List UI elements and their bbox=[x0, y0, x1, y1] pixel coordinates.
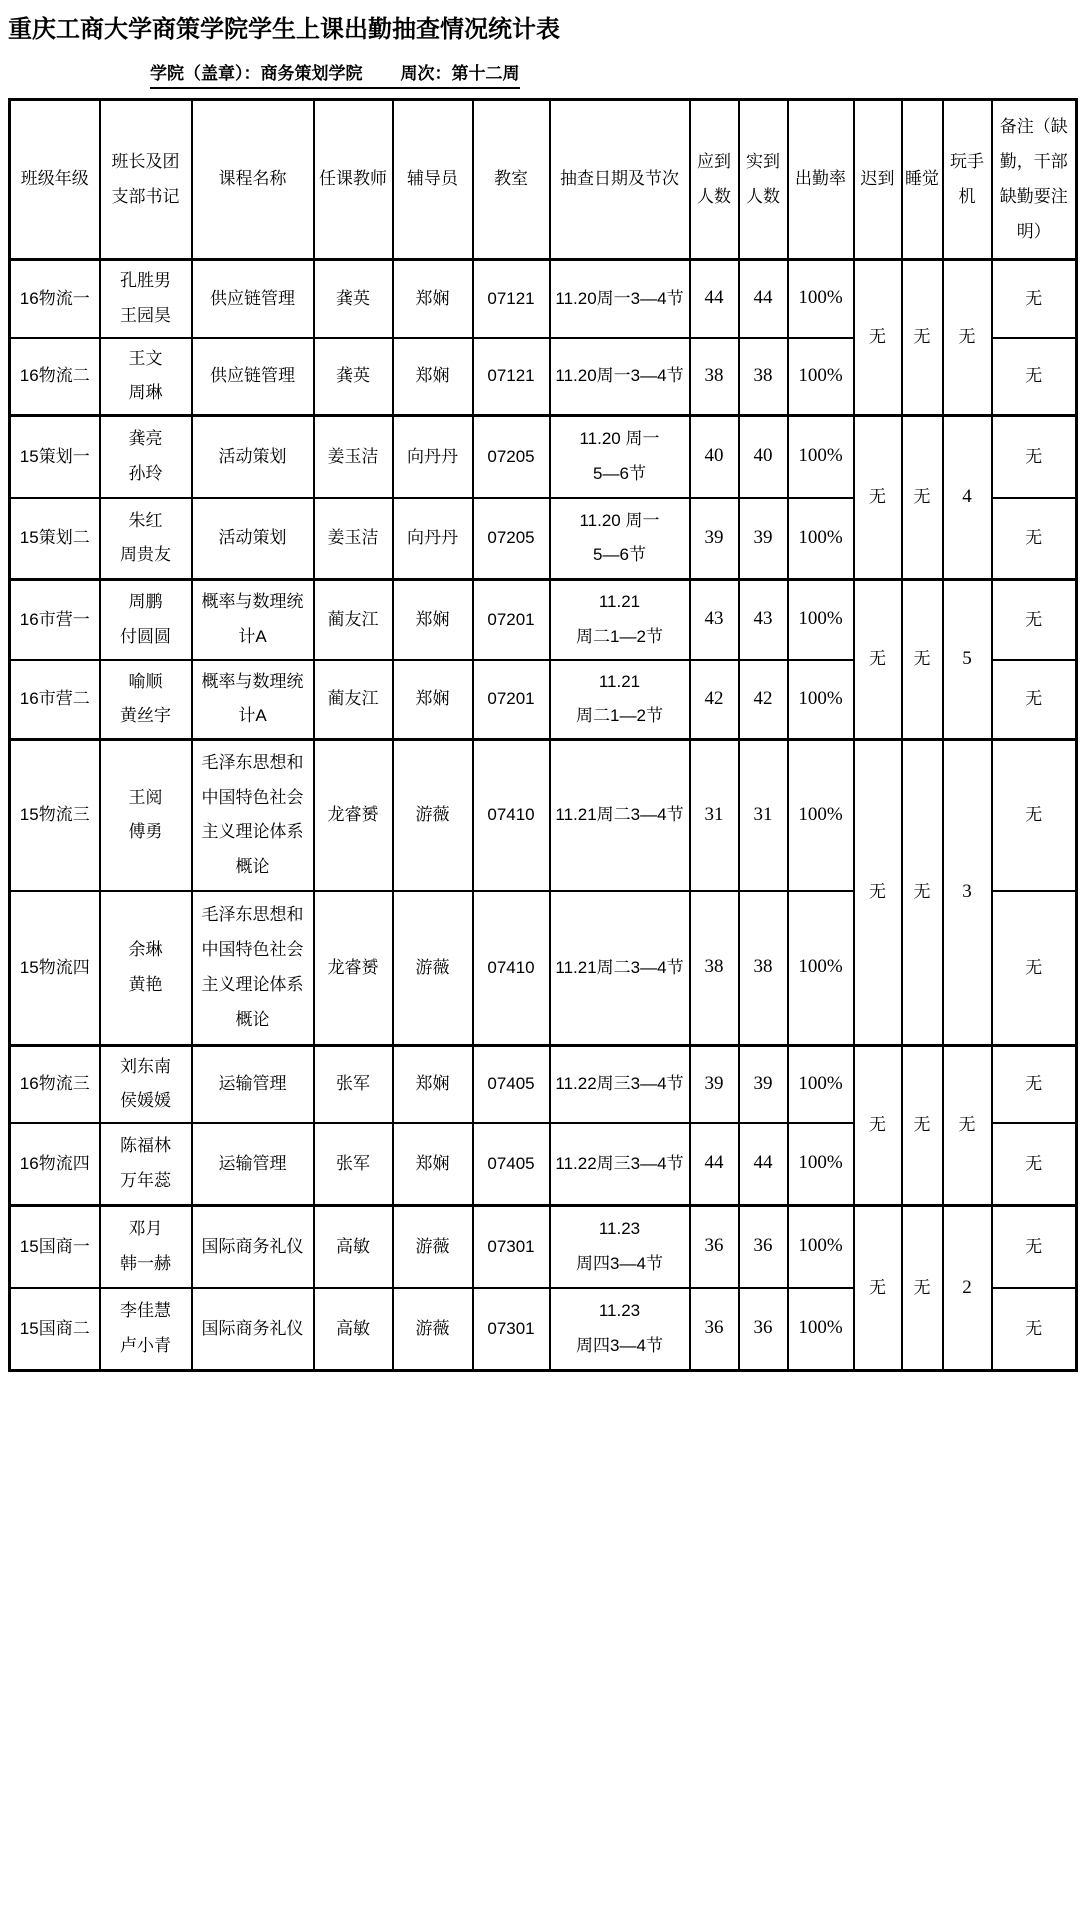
cell-expected: 39 bbox=[690, 498, 739, 580]
cell-sleep: 无 bbox=[902, 1046, 943, 1206]
cell-line: 傅勇 bbox=[128, 822, 163, 842]
cell-room: 07121 bbox=[473, 260, 550, 338]
cell-course bbox=[192, 1123, 314, 1206]
cell-date bbox=[550, 498, 690, 580]
cell-counselor: 郑娴 bbox=[393, 1123, 473, 1206]
college-label: 学院（盖章）：商务策划学院 bbox=[150, 64, 363, 84]
cell-room: 07410 bbox=[473, 891, 550, 1046]
cell-line: 11.20 周一 bbox=[579, 510, 660, 530]
cell-class: 16物流四 bbox=[10, 1123, 100, 1206]
cell-phone: 3 bbox=[943, 740, 992, 1046]
cell-line: 活动策划 bbox=[218, 528, 287, 548]
cell-teacher: 张军 bbox=[314, 1123, 393, 1206]
cell-line: 概率与数理统 bbox=[201, 592, 304, 612]
cell-class: 15国商一 bbox=[10, 1206, 100, 1288]
cell-monitors bbox=[100, 1123, 192, 1206]
cell-line: 11.21周二3—4节 bbox=[555, 957, 684, 977]
cell-late: 无 bbox=[854, 580, 902, 740]
header-actual bbox=[739, 100, 788, 260]
cell-date bbox=[550, 580, 690, 660]
cell-class: 16物流二 bbox=[10, 338, 100, 416]
cell-teacher: 高敏 bbox=[314, 1288, 393, 1371]
cell-line: 实到 bbox=[746, 151, 780, 171]
cell-teacher: 蔺友江 bbox=[314, 580, 393, 660]
cell-line: 概率与数理统 bbox=[201, 671, 304, 691]
cell-expected: 44 bbox=[690, 1123, 739, 1206]
cell-line: 计A bbox=[238, 626, 267, 646]
cell-line: 11.23 bbox=[598, 1219, 641, 1239]
cell-line: 孔胜男 bbox=[120, 271, 171, 291]
header-date bbox=[550, 100, 690, 260]
cell-line: 支部书记 bbox=[111, 186, 180, 206]
cell-teacher: 蔺友江 bbox=[314, 660, 393, 740]
cell-expected: 31 bbox=[690, 740, 739, 891]
cell-class: 16物流一 bbox=[10, 260, 100, 338]
cell-rate: 100% bbox=[788, 580, 854, 660]
cell-line: 抽查日期及节次 bbox=[560, 169, 679, 189]
cell-actual: 43 bbox=[739, 580, 788, 660]
cell-teacher: 张军 bbox=[314, 1046, 393, 1123]
cell-line: 备注（缺 bbox=[999, 117, 1068, 136]
cell-actual: 39 bbox=[739, 498, 788, 580]
cell-room: 07301 bbox=[473, 1206, 550, 1288]
cell-class: 16市营一 bbox=[10, 580, 100, 660]
cell-teacher: 龚英 bbox=[314, 260, 393, 338]
cell-remark: 无 bbox=[992, 338, 1077, 416]
cell-remark: 无 bbox=[992, 416, 1077, 498]
cell-line: 周二1—2节 bbox=[576, 626, 663, 646]
cell-line: 付圆圆 bbox=[120, 626, 171, 646]
cell-class: 15策划一 bbox=[10, 416, 100, 498]
cell-expected: 39 bbox=[690, 1046, 739, 1123]
cell-sleep: 无 bbox=[902, 1206, 943, 1371]
cell-line: 班长及团 bbox=[111, 151, 180, 171]
cell-line: 勤，干部 bbox=[999, 151, 1068, 171]
cell-date bbox=[550, 1046, 690, 1123]
cell-course bbox=[192, 891, 314, 1046]
table-row bbox=[10, 1206, 1077, 1288]
cell-line: 11.22周三3—4节 bbox=[555, 1153, 684, 1173]
cell-room: 07205 bbox=[473, 498, 550, 580]
cell-line: 供应链管理 bbox=[210, 366, 295, 386]
cell-rate: 100% bbox=[788, 1288, 854, 1371]
cell-line: 辅导员 bbox=[407, 169, 458, 189]
cell-line: 喻顺 bbox=[128, 671, 163, 691]
cell-expected: 44 bbox=[690, 260, 739, 338]
cell-date bbox=[550, 338, 690, 416]
cell-line: 王阅 bbox=[128, 787, 163, 807]
cell-line: 毛泽东思想和 bbox=[201, 752, 304, 772]
cell-line: 黄丝宇 bbox=[120, 706, 171, 726]
cell-expected: 42 bbox=[690, 660, 739, 740]
cell-remark: 无 bbox=[992, 740, 1077, 891]
cell-line: 11.20 周一 bbox=[579, 429, 660, 449]
cell-room: 07201 bbox=[473, 660, 550, 740]
cell-actual: 44 bbox=[739, 260, 788, 338]
cell-room: 07301 bbox=[473, 1288, 550, 1371]
cell-class: 15物流四 bbox=[10, 891, 100, 1046]
cell-line: 玩手 bbox=[950, 151, 984, 171]
cell-line: 教室 bbox=[494, 169, 528, 189]
cell-line: 活动策划 bbox=[218, 446, 287, 466]
cell-remark: 无 bbox=[992, 580, 1077, 660]
cell-line: 概论 bbox=[235, 857, 270, 877]
cell-counselor: 游薇 bbox=[393, 1288, 473, 1371]
cell-line: 孙玲 bbox=[128, 463, 163, 483]
cell-line: 黄艳 bbox=[128, 974, 163, 994]
cell-counselor: 游薇 bbox=[393, 740, 473, 891]
cell-late: 无 bbox=[854, 1206, 902, 1371]
page-title: 重庆工商大学商策学院学生上课出勤抽查情况统计表 bbox=[8, 16, 560, 43]
cell-actual: 42 bbox=[739, 660, 788, 740]
cell-counselor: 游薇 bbox=[393, 891, 473, 1046]
cell-teacher: 龙睿赟 bbox=[314, 740, 393, 891]
cell-rate: 100% bbox=[788, 1206, 854, 1288]
cell-course bbox=[192, 740, 314, 891]
cell-counselor: 郑娴 bbox=[393, 338, 473, 416]
cell-course bbox=[192, 1288, 314, 1371]
cell-line: 主义理论体系 bbox=[201, 822, 304, 842]
cell-phone: 无 bbox=[943, 1046, 992, 1206]
cell-line: 11.21 bbox=[598, 592, 641, 612]
week-label: 周次：第十二周 bbox=[400, 64, 520, 84]
cell-line: 迟到 bbox=[860, 169, 895, 189]
header-monitors bbox=[100, 100, 192, 260]
cell-monitors bbox=[100, 1288, 192, 1371]
cell-line: 班级年级 bbox=[20, 169, 89, 189]
cell-room: 07205 bbox=[473, 416, 550, 498]
cell-teacher: 姜玉洁 bbox=[314, 416, 393, 498]
cell-late: 无 bbox=[854, 1046, 902, 1206]
cell-course bbox=[192, 660, 314, 740]
cell-monitors bbox=[100, 580, 192, 660]
cell-phone: 5 bbox=[943, 580, 992, 740]
cell-teacher: 高敏 bbox=[314, 1206, 393, 1288]
cell-line: 睡觉 bbox=[905, 169, 939, 189]
cell-actual: 44 bbox=[739, 1123, 788, 1206]
cell-line: 课程名称 bbox=[218, 169, 287, 189]
cell-line: 王文 bbox=[128, 348, 163, 368]
cell-line: 李佳慧 bbox=[120, 1301, 171, 1321]
cell-line: 运输管理 bbox=[218, 1153, 287, 1173]
cell-remark: 无 bbox=[992, 660, 1077, 740]
table-row bbox=[10, 1046, 1077, 1123]
cell-course bbox=[192, 260, 314, 338]
cell-room: 07405 bbox=[473, 1046, 550, 1123]
attendance-table bbox=[8, 98, 1078, 1372]
cell-line: 王园昊 bbox=[120, 305, 171, 325]
cell-line: 韩一赫 bbox=[120, 1253, 171, 1273]
cell-line: 邓月 bbox=[128, 1219, 163, 1239]
cell-monitors bbox=[100, 260, 192, 338]
cell-date bbox=[550, 416, 690, 498]
cell-line: 陈福林 bbox=[120, 1136, 171, 1156]
cell-line: 周四3—4节 bbox=[576, 1335, 663, 1355]
cell-line: 11.21周二3—4节 bbox=[555, 805, 684, 825]
cell-line: 周琳 bbox=[128, 383, 163, 403]
cell-line: 11.22周三3—4节 bbox=[555, 1074, 684, 1094]
cell-phone: 2 bbox=[943, 1206, 992, 1371]
cell-class: 16市营二 bbox=[10, 660, 100, 740]
cell-monitors bbox=[100, 740, 192, 891]
cell-line: 人数 bbox=[746, 186, 780, 206]
cell-counselor: 向丹丹 bbox=[393, 498, 473, 580]
cell-expected: 36 bbox=[690, 1288, 739, 1371]
cell-date bbox=[550, 740, 690, 891]
cell-late: 无 bbox=[854, 416, 902, 580]
cell-line: 人数 bbox=[697, 186, 731, 206]
cell-counselor: 郑娴 bbox=[393, 660, 473, 740]
cell-line: 概论 bbox=[235, 1009, 270, 1029]
cell-expected: 40 bbox=[690, 416, 739, 498]
cell-date bbox=[550, 260, 690, 338]
subtitle-row bbox=[150, 59, 1080, 89]
cell-remark: 无 bbox=[992, 891, 1077, 1046]
cell-line: 刘东南 bbox=[120, 1056, 171, 1076]
cell-class: 15国商二 bbox=[10, 1288, 100, 1371]
cell-teacher: 龚英 bbox=[314, 338, 393, 416]
table-row bbox=[10, 416, 1077, 498]
cell-counselor: 郑娴 bbox=[393, 580, 473, 660]
cell-rate: 100% bbox=[788, 740, 854, 891]
cell-date bbox=[550, 1123, 690, 1206]
header-remark bbox=[992, 100, 1077, 260]
cell-rate: 100% bbox=[788, 1046, 854, 1123]
cell-line: 出勤率 bbox=[795, 169, 846, 189]
cell-line: 11.21 bbox=[598, 671, 641, 691]
cell-line: 国际商务礼仪 bbox=[201, 1236, 304, 1256]
cell-monitors bbox=[100, 1206, 192, 1288]
cell-course bbox=[192, 580, 314, 660]
header-counselor bbox=[393, 100, 473, 260]
cell-counselor: 向丹丹 bbox=[393, 416, 473, 498]
cell-monitors bbox=[100, 498, 192, 580]
cell-class: 15物流三 bbox=[10, 740, 100, 891]
cell-rate: 100% bbox=[788, 416, 854, 498]
cell-actual: 36 bbox=[739, 1206, 788, 1288]
cell-line: 龚亮 bbox=[128, 429, 163, 449]
cell-line: 任课教师 bbox=[319, 169, 387, 189]
subtitle-underline bbox=[150, 59, 520, 89]
cell-line: 应到 bbox=[697, 151, 731, 171]
cell-rate: 100% bbox=[788, 1123, 854, 1206]
header-class bbox=[10, 100, 100, 260]
cell-rate: 100% bbox=[788, 891, 854, 1046]
cell-late: 无 bbox=[854, 260, 902, 416]
cell-class: 15策划二 bbox=[10, 498, 100, 580]
cell-line: 周鹏 bbox=[128, 592, 163, 612]
cell-date bbox=[550, 660, 690, 740]
cell-line: 11.20周一3—4节 bbox=[555, 366, 684, 386]
cell-rate: 100% bbox=[788, 338, 854, 416]
cell-phone: 无 bbox=[943, 260, 992, 416]
cell-room: 07410 bbox=[473, 740, 550, 891]
cell-room: 07121 bbox=[473, 338, 550, 416]
cell-rate: 100% bbox=[788, 498, 854, 580]
cell-course bbox=[192, 338, 314, 416]
cell-line: 5—6节 bbox=[593, 463, 646, 483]
header-rate bbox=[788, 100, 854, 260]
cell-sleep: 无 bbox=[902, 260, 943, 416]
header-row bbox=[10, 100, 1077, 260]
cell-actual: 38 bbox=[739, 338, 788, 416]
cell-line: 5—6节 bbox=[593, 545, 646, 565]
cell-line: 主义理论体系 bbox=[201, 974, 304, 994]
cell-line: 余琳 bbox=[128, 940, 163, 960]
cell-remark: 无 bbox=[992, 498, 1077, 580]
cell-line: 供应链管理 bbox=[210, 288, 295, 308]
table-row bbox=[10, 260, 1077, 338]
cell-line: 运输管理 bbox=[218, 1074, 287, 1094]
cell-course bbox=[192, 1046, 314, 1123]
cell-monitors bbox=[100, 416, 192, 498]
cell-teacher: 龙睿赟 bbox=[314, 891, 393, 1046]
cell-line: 周四3—4节 bbox=[576, 1253, 663, 1273]
cell-monitors bbox=[100, 891, 192, 1046]
cell-sleep: 无 bbox=[902, 740, 943, 1046]
cell-sleep: 无 bbox=[902, 580, 943, 740]
cell-remark: 无 bbox=[992, 1206, 1077, 1288]
cell-date bbox=[550, 891, 690, 1046]
cell-monitors bbox=[100, 338, 192, 416]
cell-line: 计A bbox=[238, 706, 267, 726]
cell-remark: 无 bbox=[992, 260, 1077, 338]
cell-course bbox=[192, 1206, 314, 1288]
cell-line: 卢小青 bbox=[120, 1335, 171, 1355]
cell-room: 07201 bbox=[473, 580, 550, 660]
cell-line: 毛泽东思想和 bbox=[201, 905, 304, 925]
cell-course bbox=[192, 416, 314, 498]
cell-line: 侯媛媛 bbox=[120, 1091, 171, 1111]
cell-actual: 38 bbox=[739, 891, 788, 1046]
cell-line: 国际商务礼仪 bbox=[201, 1318, 304, 1338]
cell-counselor: 郑娴 bbox=[393, 1046, 473, 1123]
cell-phone: 4 bbox=[943, 416, 992, 580]
cell-course bbox=[192, 498, 314, 580]
cell-remark: 无 bbox=[992, 1123, 1077, 1206]
cell-actual: 39 bbox=[739, 1046, 788, 1123]
cell-line: 明） bbox=[1016, 221, 1051, 241]
cell-expected: 36 bbox=[690, 1206, 739, 1288]
cell-line: 缺勤要注 bbox=[999, 186, 1068, 206]
cell-line: 周贵友 bbox=[120, 545, 171, 565]
cell-monitors bbox=[100, 1046, 192, 1123]
cell-counselor: 游薇 bbox=[393, 1206, 473, 1288]
cell-teacher: 姜玉洁 bbox=[314, 498, 393, 580]
cell-expected: 43 bbox=[690, 580, 739, 660]
header-course bbox=[192, 100, 314, 260]
cell-remark: 无 bbox=[992, 1046, 1077, 1123]
cell-line: 11.23 bbox=[598, 1301, 641, 1321]
cell-line: 中国特色社会 bbox=[201, 787, 304, 807]
cell-line: 万年蕊 bbox=[120, 1170, 171, 1190]
cell-actual: 40 bbox=[739, 416, 788, 498]
table-row bbox=[10, 740, 1077, 891]
cell-room: 07405 bbox=[473, 1123, 550, 1206]
header-late bbox=[854, 100, 902, 260]
header-room bbox=[473, 100, 550, 260]
cell-line: 机 bbox=[958, 186, 976, 206]
header-expected bbox=[690, 100, 739, 260]
cell-rate: 100% bbox=[788, 660, 854, 740]
table-row bbox=[10, 580, 1077, 660]
cell-expected: 38 bbox=[690, 891, 739, 1046]
cell-rate: 100% bbox=[788, 260, 854, 338]
cell-actual: 36 bbox=[739, 1288, 788, 1371]
cell-late: 无 bbox=[854, 740, 902, 1046]
header-teacher bbox=[314, 100, 393, 260]
cell-expected: 38 bbox=[690, 338, 739, 416]
header-phone bbox=[943, 100, 992, 260]
cell-date bbox=[550, 1288, 690, 1371]
cell-class: 16物流三 bbox=[10, 1046, 100, 1123]
cell-line: 11.20周一3—4节 bbox=[555, 288, 684, 308]
cell-line: 朱红 bbox=[128, 510, 163, 530]
cell-counselor: 郑娴 bbox=[393, 260, 473, 338]
cell-sleep: 无 bbox=[902, 416, 943, 580]
cell-line: 周二1—2节 bbox=[576, 706, 663, 726]
cell-line: 中国特色社会 bbox=[201, 940, 304, 960]
header-sleep bbox=[902, 100, 943, 260]
cell-date bbox=[550, 1206, 690, 1288]
cell-remark: 无 bbox=[992, 1288, 1077, 1371]
cell-actual: 31 bbox=[739, 740, 788, 891]
cell-monitors bbox=[100, 660, 192, 740]
